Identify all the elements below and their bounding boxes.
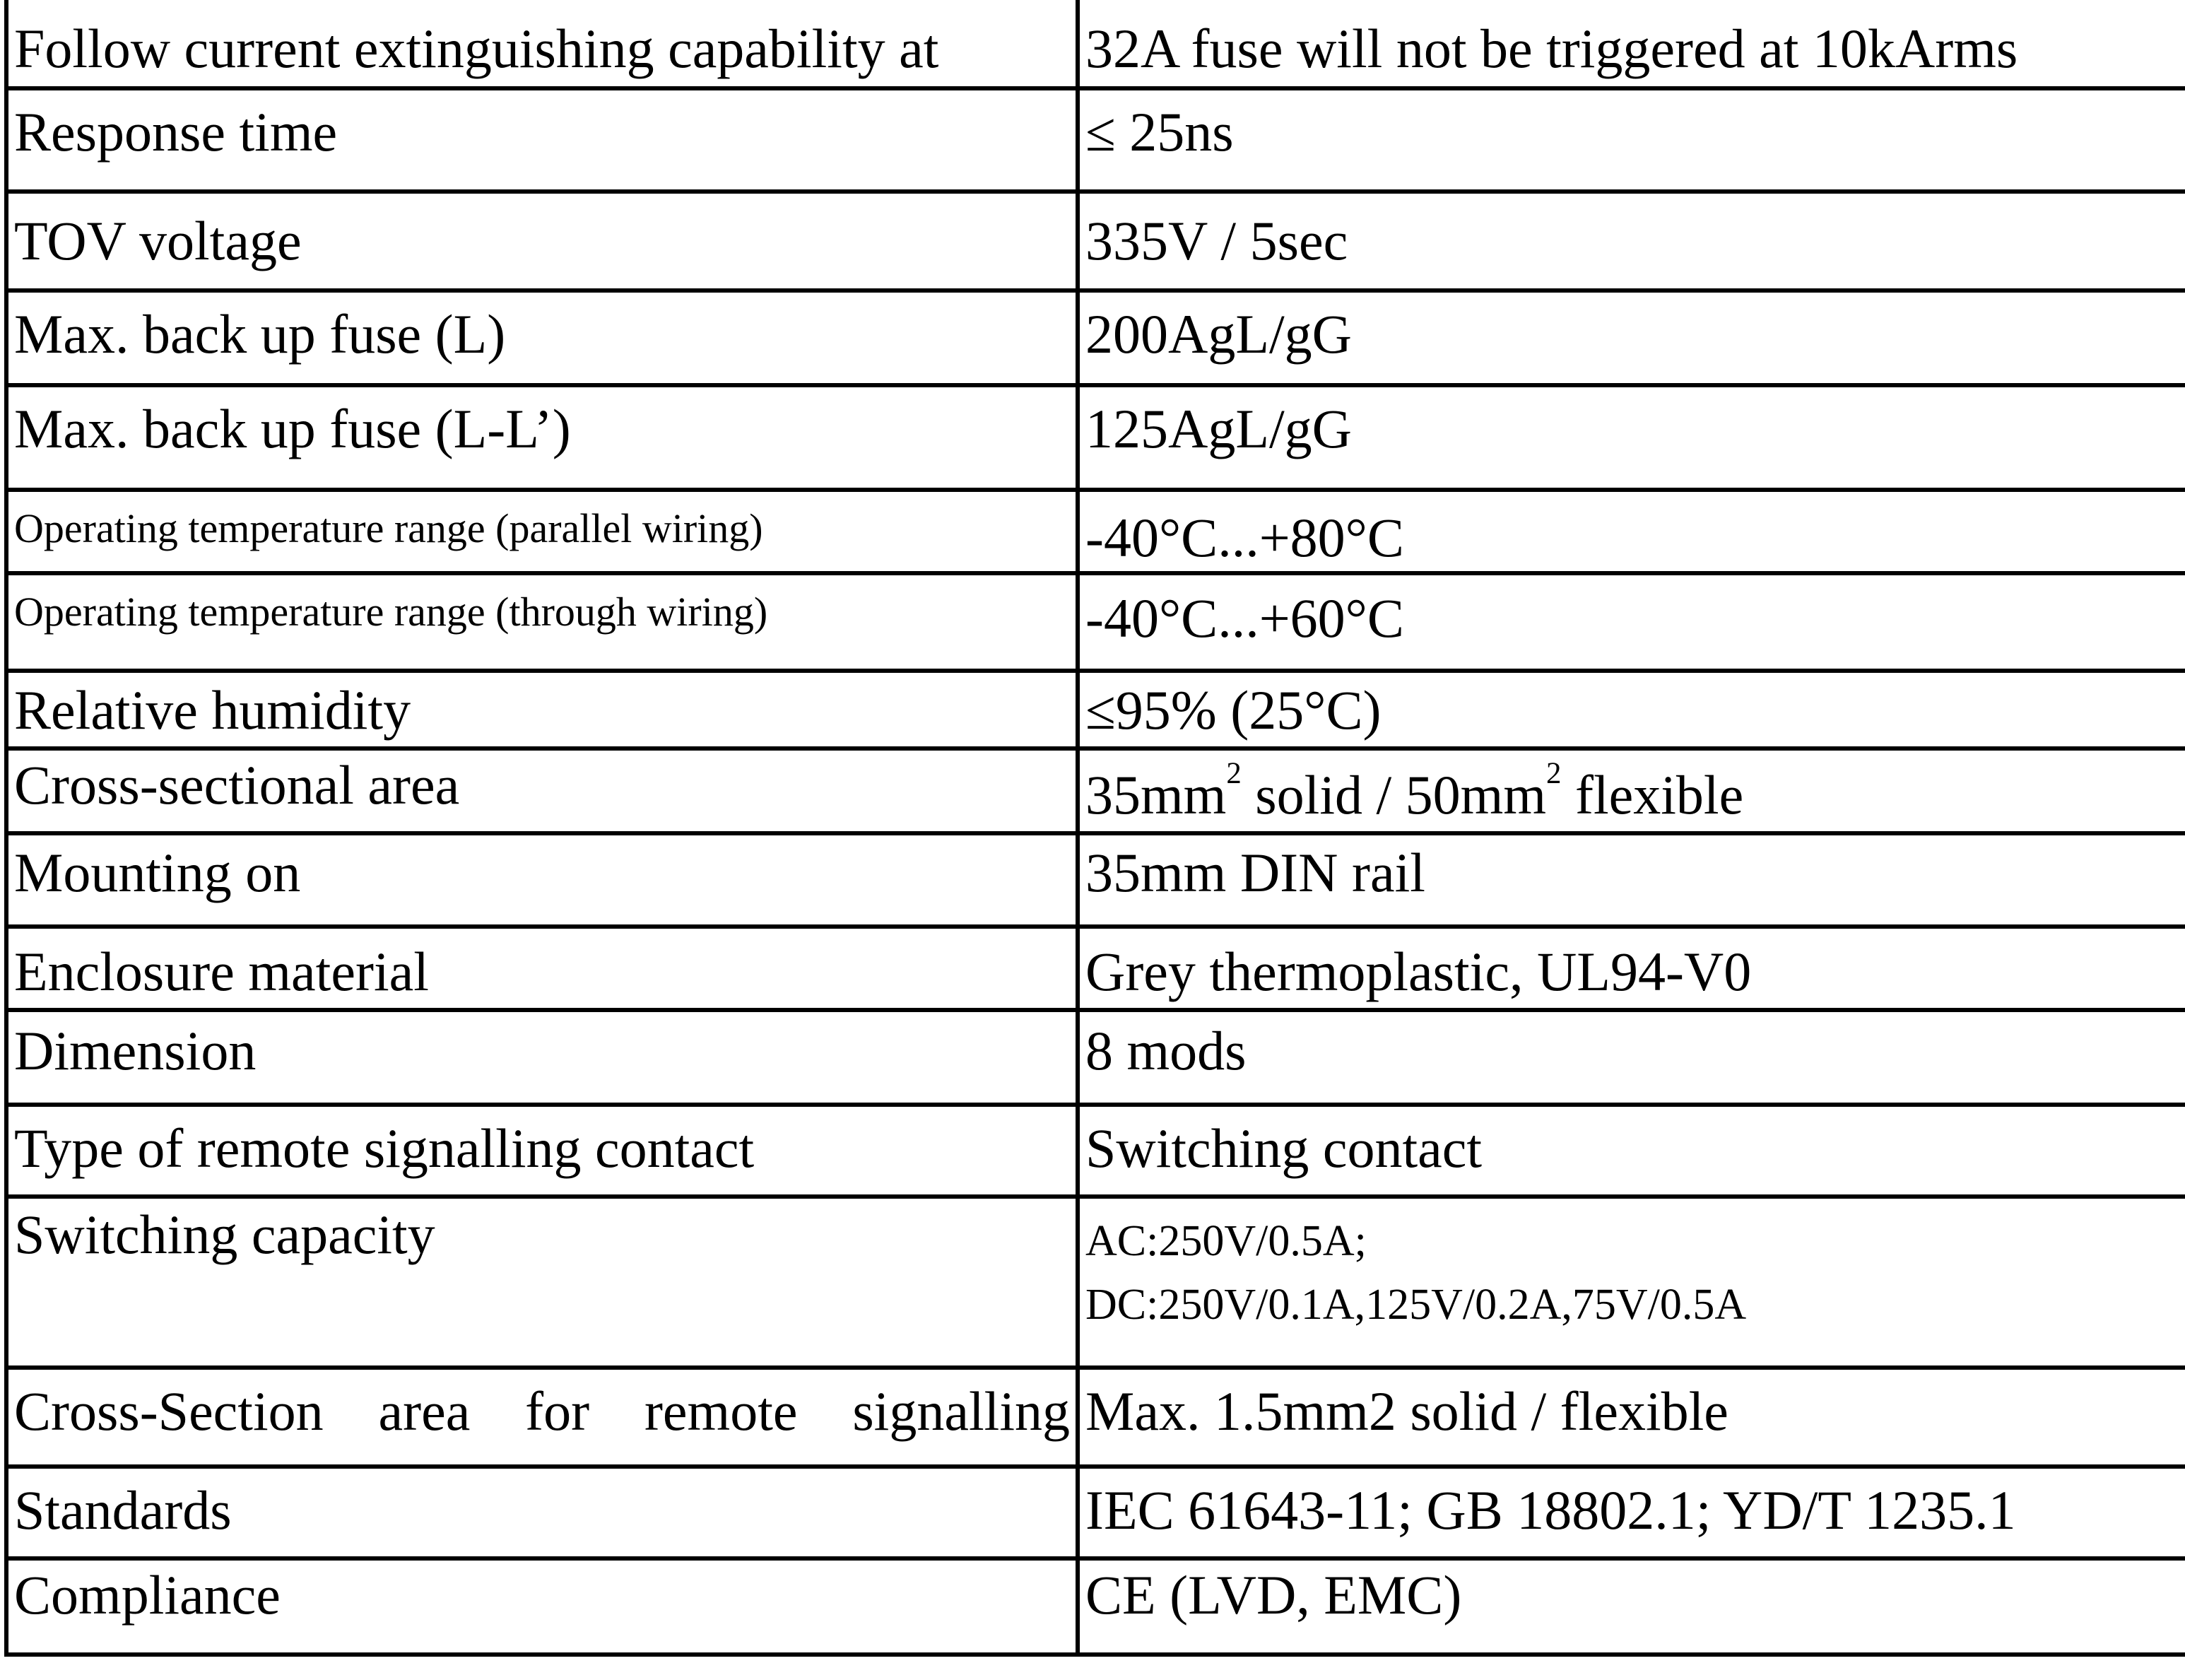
param-response-time: Response time [14, 101, 338, 163]
param-cell [6, 833, 1078, 927]
value-cell [1078, 88, 2185, 192]
param-cell [6, 192, 1078, 290]
value-text: solid / 50mm [1241, 764, 1547, 826]
value-tov-voltage: 335V / 5sec [1085, 210, 1348, 271]
table-row [6, 1558, 2185, 1655]
param-backup-fuse-l: Max. back up fuse (L) [14, 303, 506, 365]
param-enclosure-material: Enclosure material [14, 941, 429, 1002]
table-row [6, 0, 2185, 88]
value-cell [1078, 927, 2185, 1010]
table-row [6, 385, 2185, 490]
value-backup-fuse-l: 200AgL/gG [1085, 303, 1352, 365]
value-cross-sectional-area [1085, 751, 2179, 827]
specification-table [4, 0, 2185, 1657]
param-remote-signalling-type: Type of remote signalling contact [14, 1117, 755, 1179]
param-compliance: Compliance [14, 1564, 281, 1626]
value-enclosure-material: Grey thermoplastic, UL94-V0 [1085, 941, 1752, 1002]
param-dimension: Dimension [14, 1020, 257, 1081]
superscript: 2 [1226, 757, 1242, 791]
param-cell [6, 927, 1078, 1010]
value-cell [1078, 1197, 2185, 1368]
param-standards: Standards [14, 1479, 232, 1541]
value-cell [1078, 490, 2185, 573]
param-tov-voltage: TOV voltage [14, 210, 302, 271]
param-cell [6, 573, 1078, 671]
table-row [6, 927, 2185, 1010]
value-cell [1078, 833, 2185, 927]
param-follow-current: Follow current extinguishing capability at [14, 18, 939, 79]
value-relative-humidity: ≤95% (25°C) [1085, 679, 1382, 741]
value-cell [1078, 573, 2185, 671]
param-cell [6, 490, 1078, 573]
value-standards: IEC 61643-11; GB 18802.1; YD/T 1235.1 [1085, 1479, 2016, 1541]
value-cell [1078, 1105, 2185, 1197]
table-row [6, 290, 2185, 385]
value-response-time: ≤ 25ns [1085, 101, 1234, 163]
value-op-temp-parallel: -40°C...+80°C [1085, 507, 1404, 568]
param-op-temp-parallel: Operating temperature range (parallel wiring) [14, 505, 763, 551]
value-line: DC:250V/0.1A,125V/0.2A,75V/0.5A [1085, 1280, 1747, 1329]
value-cell [1078, 290, 2185, 385]
table-row [6, 1105, 2185, 1197]
param-switching-capacity: Switching capacity [14, 1204, 435, 1265]
param-cell [6, 385, 1078, 490]
value-cell [1078, 1368, 2185, 1467]
value-text: 35mm [1085, 764, 1227, 826]
param-cell [6, 1105, 1078, 1197]
table-row [6, 1010, 2185, 1105]
value-dimension: 8 mods [1085, 1020, 1247, 1081]
param-cross-section-remote: Cross-Section area for remote signalling [14, 1380, 1070, 1442]
value-op-temp-through: -40°C...+60°C [1085, 587, 1404, 649]
value-cell [1078, 385, 2185, 490]
param-cell [6, 1558, 1078, 1655]
value-line: AC:250V/0.5A; [1085, 1217, 1367, 1265]
value-switching-capacity [1085, 1199, 2179, 1337]
param-cell [6, 671, 1078, 748]
param-cell [6, 1197, 1078, 1368]
value-cross-section-remote: Max. 1.5mm2 solid / flexible [1085, 1380, 1728, 1442]
table-row [6, 1368, 2185, 1467]
param-cell [6, 0, 1078, 88]
superscript: 2 [1546, 757, 1562, 791]
value-text: flexible [1561, 764, 1744, 826]
value-cell [1078, 1010, 2185, 1105]
param-mounting-on: Mounting on [14, 842, 301, 903]
param-cell [6, 1010, 1078, 1105]
table-row [6, 671, 2185, 748]
table-row [6, 88, 2185, 192]
param-cell [6, 88, 1078, 192]
param-cell [6, 748, 1078, 833]
value-cell [1078, 671, 2185, 748]
value-follow-current: 32A fuse will not be triggered at 10kArms [1085, 18, 2018, 79]
table-row [6, 490, 2185, 573]
table-row [6, 573, 2185, 671]
value-mounting-on: 35mm DIN rail [1085, 842, 1425, 903]
value-cell [1078, 748, 2185, 833]
param-cross-sectional-area: Cross-sectional area [14, 754, 460, 816]
value-remote-signalling-type: Switching contact [1085, 1117, 1483, 1179]
value-cell [1078, 1558, 2185, 1655]
param-op-temp-through: Operating temperature range (through wiring) [14, 589, 768, 635]
value-compliance: CE (LVD, EMC) [1085, 1564, 1462, 1626]
table-row [6, 833, 2185, 927]
param-cell [6, 1467, 1078, 1558]
table-row [6, 748, 2185, 833]
param-cell [6, 290, 1078, 385]
value-cell [1078, 0, 2185, 88]
value-backup-fuse-ll: 125AgL/gG [1085, 398, 1352, 459]
table-row [6, 1197, 2185, 1368]
param-backup-fuse-ll: Max. back up fuse (L-L’) [14, 398, 571, 459]
param-relative-humidity: Relative humidity [14, 679, 411, 741]
table-row [6, 192, 2185, 290]
param-cell [6, 1368, 1078, 1467]
table-row [6, 1467, 2185, 1558]
value-cell [1078, 1467, 2185, 1558]
value-cell [1078, 192, 2185, 290]
